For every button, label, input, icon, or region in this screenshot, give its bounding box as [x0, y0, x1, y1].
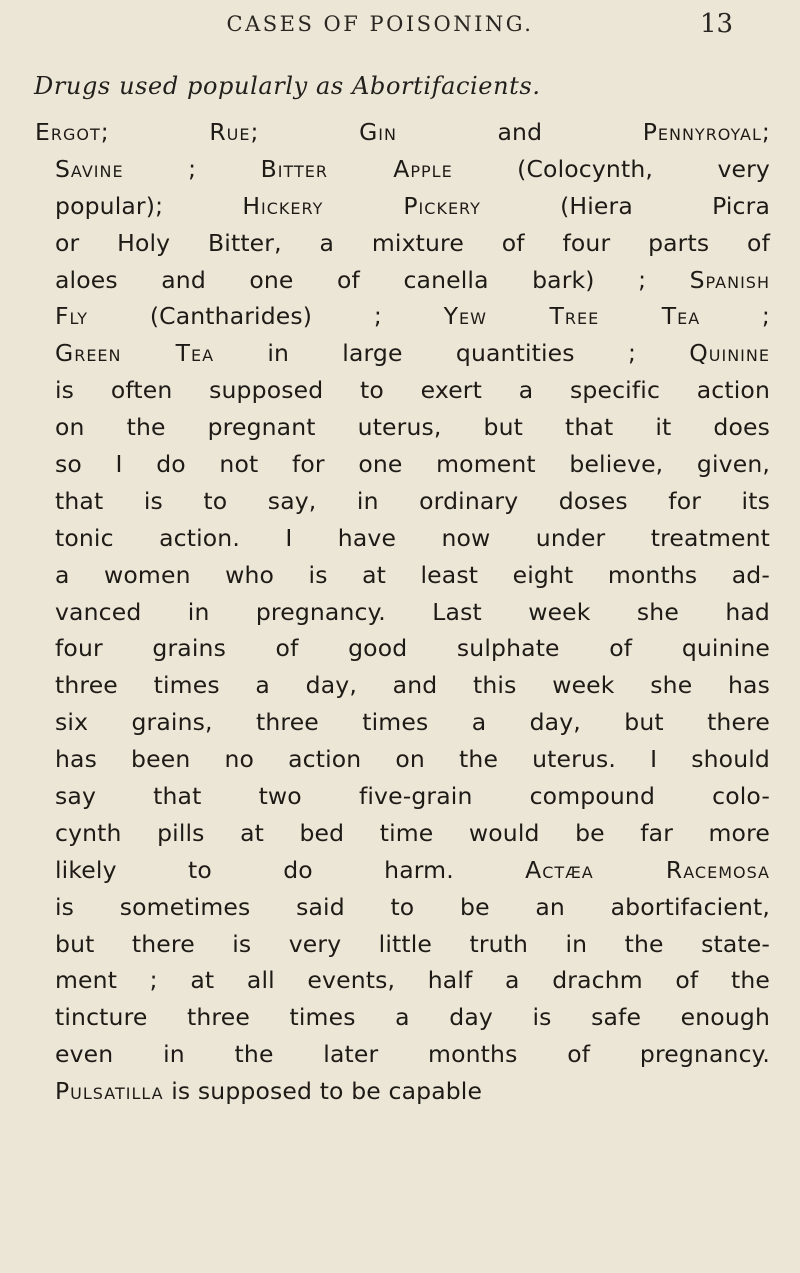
drug-name: Actæa Racemosa — [525, 855, 770, 884]
text-run: likely to do harm. — [55, 855, 526, 884]
drug-name: Pennyroyal — [642, 118, 762, 146]
drug-name: Yew Tree Tea — [443, 302, 701, 331]
text-run: vanced in pregnancy. Last week she had — [55, 597, 770, 626]
text-run: say that two five-grain compound colo- — [55, 782, 770, 811]
drug-name: Spanish — [689, 265, 770, 294]
section-heading: Drugs used popularly as Abortifacients. — [34, 72, 541, 100]
text-run: (Hiera Picra — [480, 191, 770, 220]
text-line — [55, 188, 770, 225]
text-run: ment ; at all events, half a drachm of the — [55, 966, 770, 995]
drug-name: Rue — [209, 118, 251, 146]
drug-name: Gin — [359, 118, 397, 146]
drug-name: Ergot — [35, 118, 101, 146]
text-run: (Colocynth, very — [452, 154, 770, 183]
text-line — [55, 372, 770, 409]
text-run: that is to say, in ordinary doses for its — [55, 486, 770, 515]
text-run: ; — [100, 118, 210, 146]
text-run: (Cantharides) ; — [88, 302, 444, 331]
drug-name: Hickery Pickery — [242, 191, 481, 220]
text-run: and — [396, 118, 643, 146]
text-line — [55, 926, 770, 963]
drug-name: Quinine — [689, 339, 770, 368]
text-line — [55, 262, 770, 299]
text-run: is sometimes said to be an abortifacient, — [55, 892, 770, 921]
text-run: on the pregnant uterus, but that it does — [55, 413, 770, 442]
text-line — [55, 335, 770, 372]
text-line — [55, 483, 770, 520]
text-run: ; — [761, 118, 770, 146]
text-run: tincture three times a day is safe enough — [55, 1003, 770, 1032]
drug-name: Green Tea — [55, 339, 215, 368]
text-run: so I do not for one moment believe, given, — [55, 450, 770, 479]
text-line — [55, 1073, 770, 1110]
text-run: six grains, three times a day, but there — [55, 708, 770, 737]
text-line — [55, 815, 770, 852]
text-line — [55, 852, 770, 889]
text-line — [55, 962, 770, 999]
text-line — [55, 889, 770, 926]
running-title: CASES OF POISONING. — [226, 12, 534, 36]
text-line — [55, 704, 770, 741]
text-line — [55, 520, 770, 557]
running-head — [0, 9, 800, 48]
text-line — [55, 594, 770, 631]
text-line — [55, 151, 770, 188]
text-run: is supposed to be capable — [163, 1077, 483, 1106]
text-line — [55, 667, 770, 704]
text-run: tonic action. I have now under treatment — [55, 523, 770, 552]
text-run: has been no action on the uterus. I should — [55, 745, 770, 774]
text-line — [55, 446, 770, 483]
text-line — [55, 1036, 770, 1073]
text-run: ; — [123, 154, 261, 183]
text-line — [55, 557, 770, 594]
text-run: or Holy Bitter, a mixture of four parts of — [55, 228, 770, 257]
drug-name: Pulsatilla — [55, 1077, 164, 1106]
text-line — [55, 999, 770, 1036]
text-line — [55, 409, 770, 446]
text-run: is often supposed to exert a specific action — [55, 376, 770, 405]
paragraph — [35, 114, 770, 1110]
text-run: cynth pills at bed time would be far more — [55, 818, 770, 847]
text-line — [55, 225, 770, 262]
text-line — [55, 630, 770, 667]
drug-name: Savine — [55, 154, 124, 183]
drug-name: Fly — [55, 302, 89, 331]
text-run: popular); — [55, 191, 243, 220]
text-run: but there is very little truth in the state- — [55, 929, 770, 958]
page-number: 13 — [700, 9, 734, 39]
drug-name: Bitter Apple — [260, 154, 453, 183]
text-run: even in the later months of pregnancy. — [55, 1040, 770, 1069]
text-line — [55, 778, 770, 815]
text-run: three times a day, and this week she has — [55, 671, 770, 700]
text-run: ; — [250, 118, 360, 146]
text-run: in large quantities ; — [214, 339, 690, 368]
text-line — [55, 741, 770, 778]
text-run: a women who is at least eight months ad- — [55, 560, 770, 589]
text-line — [35, 114, 770, 151]
text-run: ; — [700, 302, 770, 331]
text-run: four grains of good sulphate of quinine — [55, 634, 770, 663]
text-line — [55, 298, 770, 335]
text-run: aloes and one of canella bark) ; — [55, 265, 690, 294]
